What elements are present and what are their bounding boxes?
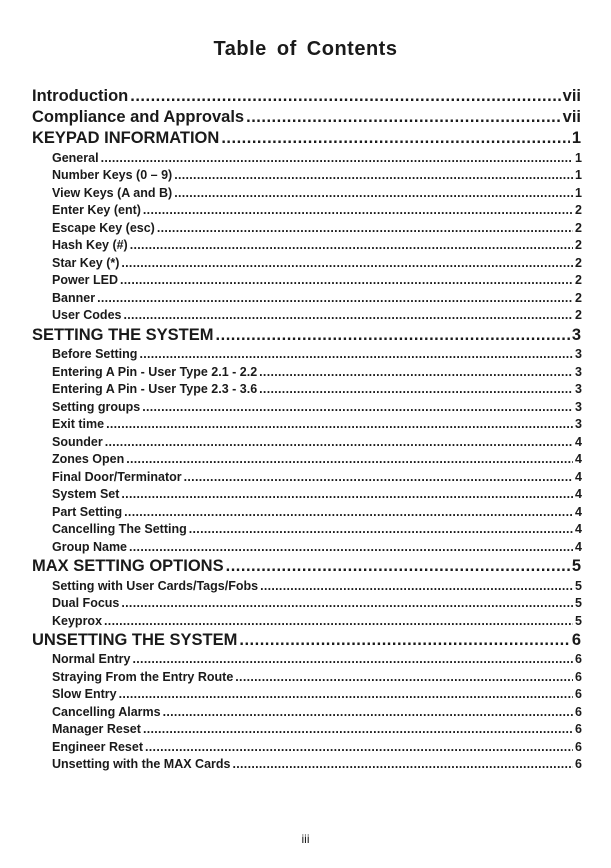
toc-subsection-entry: [52, 704, 582, 720]
toc-subsection-entry: [52, 237, 582, 253]
toc-entry-page: 4: [575, 470, 582, 484]
toc-entry-label: Part Setting: [52, 505, 123, 519]
toc-entry-label: Introduction: [32, 87, 129, 105]
toc-entry-page: 6: [575, 652, 582, 666]
toc-entry-label: Power LED: [52, 273, 118, 287]
toc-subsection-entry: [52, 202, 582, 218]
toc-entry-page: vii: [562, 87, 581, 105]
toc-subsection-entry: [52, 578, 582, 594]
toc-subsection-entry: [52, 290, 582, 306]
toc-entry-page: 3: [575, 347, 582, 361]
dot-leader: [129, 539, 573, 555]
dot-leader: [121, 255, 573, 271]
toc-subsection-entry: [52, 381, 582, 397]
toc-section-entry: [32, 556, 581, 576]
toc-entry-page: 1: [575, 186, 582, 200]
toc-entry-page: 3: [575, 417, 582, 431]
dot-leader: [119, 686, 573, 702]
toc-subsection-entry: [52, 469, 582, 485]
toc-entry-label: Final Door/Terminator: [52, 470, 182, 484]
toc-entry-page: 2: [575, 238, 582, 252]
toc-entry-page: 2: [575, 221, 582, 235]
dot-leader: [239, 630, 569, 650]
toc-entry-page: 5: [571, 557, 581, 575]
toc-entry-label: MAX SETTING OPTIONS: [32, 557, 224, 575]
toc-section-entry: [32, 86, 581, 106]
toc-subsection-entry: [52, 150, 582, 166]
dot-leader: [143, 202, 573, 218]
toc-entry-label: Slow Entry: [52, 687, 117, 701]
dot-leader: [130, 86, 560, 106]
toc-entry-page: 1: [575, 168, 582, 182]
toc-entry-label: Compliance and Approvals: [32, 108, 245, 126]
toc-entry-label: Entering A Pin - User Type 2.3 - 3.6: [52, 382, 258, 396]
dot-leader: [221, 128, 570, 148]
toc-subsection-entry: [52, 399, 582, 415]
toc-entry-page: 6: [575, 740, 582, 754]
toc-section-entry: [32, 630, 581, 650]
toc-subsection-entry: [52, 669, 582, 685]
dot-leader: [259, 364, 573, 380]
toc-entry-label: Cancelling Alarms: [52, 705, 161, 719]
toc-entry-page: 4: [575, 435, 582, 449]
toc-entry-page: 1: [571, 129, 581, 147]
toc-entry-page: 3: [575, 365, 582, 379]
dot-leader: [121, 595, 573, 611]
dot-leader: [216, 325, 570, 345]
toc-entry-page: 4: [575, 505, 582, 519]
toc-entry-label: Escape Key (esc): [52, 221, 155, 235]
toc-entry-page: 2: [575, 273, 582, 287]
toc-entry-page: 2: [575, 308, 582, 322]
toc-entry-page: 1: [575, 151, 582, 165]
dot-leader: [232, 756, 573, 772]
dot-leader: [246, 107, 561, 127]
toc-entry-label: Group Name: [52, 540, 128, 554]
toc-entry-label: Setting with User Cards/Tags/Fobs: [52, 579, 259, 593]
toc-entry-page: 2: [575, 291, 582, 305]
toc-entry-label: System Set: [52, 487, 120, 501]
toc-entry-page: 4: [575, 487, 582, 501]
toc-entry-page: 2: [575, 203, 582, 217]
toc-subsection-entry: [52, 651, 582, 667]
dot-leader: [97, 290, 573, 306]
dot-leader: [157, 220, 573, 236]
dot-leader: [105, 434, 573, 450]
toc-entry-page: 6: [571, 631, 581, 649]
toc-subsection-entry: [52, 255, 582, 271]
dot-leader: [145, 739, 573, 755]
toc-subsection-entry: [52, 364, 582, 380]
toc-entry-page: vii: [562, 108, 581, 126]
toc-subsection-entry: [52, 595, 582, 611]
toc-entry-label: Number Keys (0 – 9): [52, 168, 173, 182]
toc-entry-label: Sounder: [52, 435, 103, 449]
dot-leader: [133, 651, 574, 667]
toc-subsection-entry: [52, 486, 582, 502]
dot-leader: [226, 556, 570, 576]
toc-entry-label: SETTING THE SYSTEM: [32, 326, 214, 344]
toc-subsection-entry: [52, 739, 582, 755]
toc-section-entry: [32, 325, 581, 345]
toc-entry-label: User Codes: [52, 308, 122, 322]
toc-entry-page: 3: [575, 400, 582, 414]
toc-subsection-entry: [52, 346, 582, 362]
toc-entry-label: Star Key (*): [52, 256, 120, 270]
toc-entry-page: 4: [575, 540, 582, 554]
toc-entry-page: 5: [575, 579, 582, 593]
dot-leader: [124, 504, 573, 520]
toc-subsection-entry: [52, 504, 582, 520]
toc-entry-page: 6: [575, 670, 582, 684]
dot-leader: [139, 346, 573, 362]
dot-leader: [235, 669, 573, 685]
page-number: iii: [301, 832, 310, 846]
toc-entry-label: General: [52, 151, 99, 165]
toc-subsection-entry: [52, 451, 582, 467]
dot-leader: [106, 416, 573, 432]
dot-leader: [121, 486, 573, 502]
toc-entry-label: Cancelling The Setting: [52, 522, 187, 536]
dot-leader: [189, 521, 573, 537]
toc-entry-label: Entering A Pin - User Type 2.1 - 2.2: [52, 365, 258, 379]
toc-subsection-entry: [52, 721, 582, 737]
dot-leader: [123, 307, 573, 323]
toc-subsection-entry: [52, 539, 582, 555]
toc-subsection-entry: [52, 416, 582, 432]
toc-entry-page: 6: [575, 757, 582, 771]
toc-subsection-entry: [52, 185, 582, 201]
dot-leader: [143, 721, 573, 737]
toc-entry-label: Before Setting: [52, 347, 138, 361]
toc-entry-label: Engineer Reset: [52, 740, 144, 754]
toc-subsection-entry: [52, 307, 582, 323]
toc-section-entry: [32, 107, 581, 127]
toc-entry-label: KEYPAD INFORMATION: [32, 129, 220, 147]
toc-subsection-entry: [52, 521, 582, 537]
toc-entry-label: Exit time: [52, 417, 105, 431]
dot-leader: [104, 613, 573, 629]
toc-entry-page: 3: [571, 326, 581, 344]
toc-entry-page: 2: [575, 256, 582, 270]
dot-leader: [142, 399, 573, 415]
dot-leader: [184, 469, 573, 485]
toc-subsection-entry: [52, 613, 582, 629]
toc-entry-label: UNSETTING THE SYSTEM: [32, 631, 238, 649]
toc-subsection-entry: [52, 220, 582, 236]
toc-entry-page: 3: [575, 382, 582, 396]
page-title: Table of Contents: [213, 38, 398, 60]
dot-leader: [120, 272, 573, 288]
toc-subsection-entry: [52, 167, 582, 183]
toc-subsection-entry: [52, 686, 582, 702]
dot-leader: [259, 381, 573, 397]
toc-entry-page: 6: [575, 705, 582, 719]
toc-entry-label: View Keys (A and B): [52, 186, 173, 200]
toc-entry-label: Setting groups: [52, 400, 141, 414]
toc-subsection-entry: [52, 434, 582, 450]
toc-entry-label: Hash Key (#): [52, 238, 128, 252]
dot-leader: [130, 237, 573, 253]
toc-section-entry: [32, 128, 581, 148]
dot-leader: [163, 704, 573, 720]
toc-entry-label: Dual Focus: [52, 596, 120, 610]
toc-entry-label: Enter Key (ent): [52, 203, 141, 217]
toc-entry-label: Keyprox: [52, 614, 103, 628]
toc-entry-page: 6: [575, 687, 582, 701]
toc-entry-page: 5: [575, 614, 582, 628]
toc-entry-page: 5: [575, 596, 582, 610]
toc-entry-label: Straying From the Entry Route: [52, 670, 234, 684]
toc-subsection-entry: [52, 272, 582, 288]
toc-entry-label: Manager Reset: [52, 722, 141, 736]
toc-entry-label: Unsetting with the MAX Cards: [52, 757, 231, 771]
toc-entry-label: Banner: [52, 291, 96, 305]
toc-entry-page: 4: [575, 522, 582, 536]
toc-entry-label: Zones Open: [52, 452, 125, 466]
dot-leader: [260, 578, 573, 594]
toc-entry-page: 4: [575, 452, 582, 466]
dot-leader: [174, 185, 573, 201]
toc-entry-label: Normal Entry: [52, 652, 131, 666]
dot-leader: [174, 167, 573, 183]
dot-leader: [101, 150, 573, 166]
toc-subsection-entry: [52, 756, 582, 772]
dot-leader: [126, 451, 573, 467]
toc-entry-page: 6: [575, 722, 582, 736]
